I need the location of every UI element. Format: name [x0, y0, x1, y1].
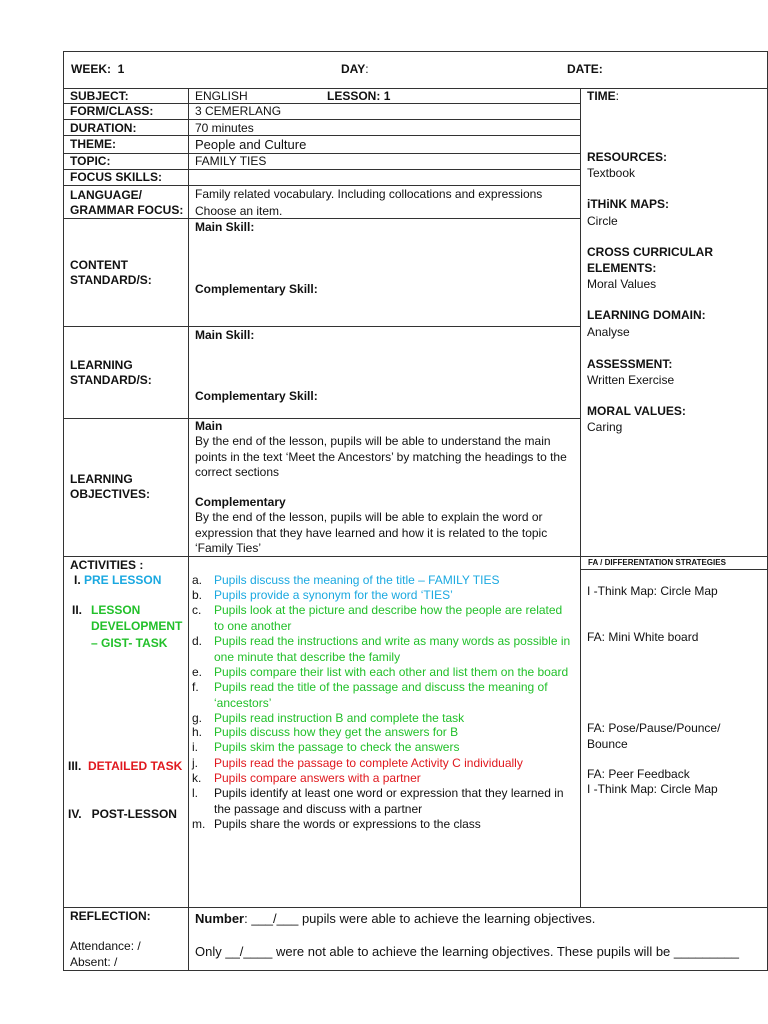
form-value: 3 CEMERLANG	[195, 104, 282, 118]
strategy-3: FA: Pose/Pause/Pounce/	[587, 721, 721, 735]
lesson-label: LESSON: 1	[327, 89, 391, 103]
activity-item-l: l. Pupils identify at least one word or expression that they learned in the passage and discuss with a partner	[192, 786, 564, 816]
objective-comp-text: By the end of the lesson, pupils will be able to explain the word or expression that they have learned and how it is related to the topic ‘Family Ties’	[195, 510, 548, 555]
row-divider	[63, 119, 580, 120]
strategy-3-cont: Bounce	[587, 737, 628, 751]
learning-standard-label: LEARNING	[70, 358, 133, 372]
absent-field: Absent: /	[70, 955, 118, 969]
subject-label: SUBJECT:	[70, 89, 129, 103]
activity-item-a: a. Pupils discuss the meaning of the title – FAMILY TIES	[192, 573, 500, 587]
lesson-development-stage-2: DEVELOPMENT	[91, 619, 183, 633]
cross-curricular-label-2: ELEMENTS:	[587, 261, 657, 275]
learning-standard-label-2: STANDARD/S:	[70, 373, 152, 387]
content-complementary-skill: Complementary Skill:	[195, 282, 318, 296]
reflection-label: REFLECTION:	[70, 909, 151, 923]
attendance-field: Attendance: /	[70, 939, 141, 953]
day-label: DAY:	[341, 62, 369, 76]
language-value: Family related vocabulary. Including collocations and expressions	[195, 187, 543, 201]
row-divider	[580, 569, 768, 570]
grammar-focus-label: GRAMMAR FOCUS:	[70, 203, 184, 217]
ithink-maps-value: Circle	[587, 214, 618, 228]
date-label: DATE:	[567, 62, 603, 76]
subject-value: ENGLISH	[195, 89, 248, 103]
row-divider	[63, 135, 580, 136]
strategy-1: I -Think Map: Circle Map	[587, 584, 718, 598]
duration-value: 70 minutes	[195, 121, 254, 135]
content-standard-label: CONTENT	[70, 258, 128, 272]
row-divider	[63, 88, 768, 89]
assessment-label: ASSESSMENT:	[587, 357, 673, 371]
detailed-task-stage: III. DETAILED TASK	[68, 759, 183, 773]
topic-value: FAMILY TIES	[195, 154, 267, 168]
learning-objectives-label: LEARNING	[70, 472, 133, 486]
learning-objectives-label-2: OBJECTIVES:	[70, 487, 151, 501]
theme-label: THEME:	[70, 137, 116, 151]
row-divider	[63, 153, 580, 154]
gist-task-stage: – GIST- TASK	[91, 636, 168, 650]
moral-values-value: Caring	[587, 420, 623, 434]
activity-item-b: b. Pupils provide a synonym for the word ‘TIES’	[192, 588, 453, 602]
theme-value: People and Culture	[195, 137, 307, 152]
activity-item-c: c. Pupils look at the picture and describe how the people are related to one another	[192, 603, 563, 633]
grammar-choose-item[interactable]: Choose an item.	[195, 204, 283, 218]
content-main-skill: Main Skill:	[195, 220, 255, 234]
activity-item-g: g. Pupils read instruction B and complete the task	[192, 711, 465, 725]
learning-domain-value: Analyse	[587, 325, 630, 339]
activity-item-h: h. Pupils discuss how they get the answers for B	[192, 725, 459, 739]
resources-value: Textbook	[587, 166, 636, 180]
duration-label: DURATION:	[70, 121, 137, 135]
row-divider	[63, 418, 580, 419]
post-lesson-stage: IV. POST-LESSON	[68, 807, 177, 821]
time-label: TIME:	[587, 89, 620, 103]
activities-label: ACTIVITIES :	[70, 558, 144, 572]
ithink-maps-label: iTHiNK MAPS:	[587, 197, 669, 211]
standard-complementary-skill: Complementary Skill:	[195, 389, 318, 403]
week-value: 1	[117, 62, 125, 76]
topic-label: TOPIC:	[70, 154, 111, 168]
activity-item-j: j. Pupils read the passage to complete Activity C individually	[192, 756, 523, 770]
column-divider	[188, 88, 189, 971]
language-label: LANGUAGE/	[70, 188, 142, 202]
row-divider	[63, 185, 580, 186]
activity-item-m: m. Pupils share the words or expressions to the class	[192, 817, 481, 831]
strategy-5: I -Think Map: Circle Map	[587, 782, 718, 796]
pre-lesson-stage: I. PRE LESSON	[74, 573, 162, 587]
activity-item-i: i. Pupils skim the passage to check the answers	[192, 740, 460, 754]
strategy-4: FA: Peer Feedback	[587, 767, 690, 781]
cross-curricular-value: Moral Values	[587, 277, 657, 291]
assessment-value: Written Exercise	[587, 373, 675, 387]
week-label: WEEK: 1	[71, 62, 125, 76]
objective-comp-heading: Complementary	[195, 495, 286, 509]
row-divider	[63, 326, 580, 327]
objective-main-heading: Main	[195, 419, 223, 433]
lesson-development-num: II.	[72, 603, 83, 617]
content-standard-label-2: STANDARD/S:	[70, 273, 152, 287]
row-divider	[63, 907, 768, 908]
activity-item-e: e. Pupils compare their list with each other and list them on the board	[192, 665, 569, 679]
focus-skills-label: FOCUS SKILLS:	[70, 170, 162, 184]
standard-main-skill: Main Skill:	[195, 328, 255, 342]
strategies-header: FA / DIFFERENTATION STRATEGIES	[588, 558, 726, 567]
cross-curricular-label: CROSS CURRICULAR	[587, 245, 713, 259]
lesson-value: 1	[383, 89, 391, 103]
strategy-2: FA: Mini White board	[587, 630, 699, 644]
lesson-development-stage: LESSON	[91, 603, 141, 617]
reflection-only: Only __/____ were not able to achieve the learning objectives. These pupils will be _________	[195, 944, 739, 959]
activity-item-d: d. Pupils read the instructions and write as many words as possible in one minute that describe the family	[192, 634, 571, 664]
column-divider	[580, 88, 581, 907]
form-label: FORM/CLASS:	[70, 104, 154, 118]
moral-values-label: MORAL VALUES:	[587, 404, 686, 418]
learning-domain-label: LEARNING DOMAIN:	[587, 308, 706, 322]
activity-item-f: f. Pupils read the title of the passage and discuss the meaning of ‘ancestors’	[192, 680, 548, 710]
reflection-number: Number: ___/___ pupils were able to achieve the learning objectives.	[195, 911, 596, 926]
resources-label: RESOURCES:	[587, 150, 668, 164]
activity-item-k: k. Pupils compare answers with a partner	[192, 771, 421, 785]
objective-main-text: By the end of the lesson, pupils will be able to understand the main points in the text ‘Meet the Ancestors’ by matching the headings to the correct sections	[195, 434, 567, 479]
row-divider	[63, 218, 580, 219]
